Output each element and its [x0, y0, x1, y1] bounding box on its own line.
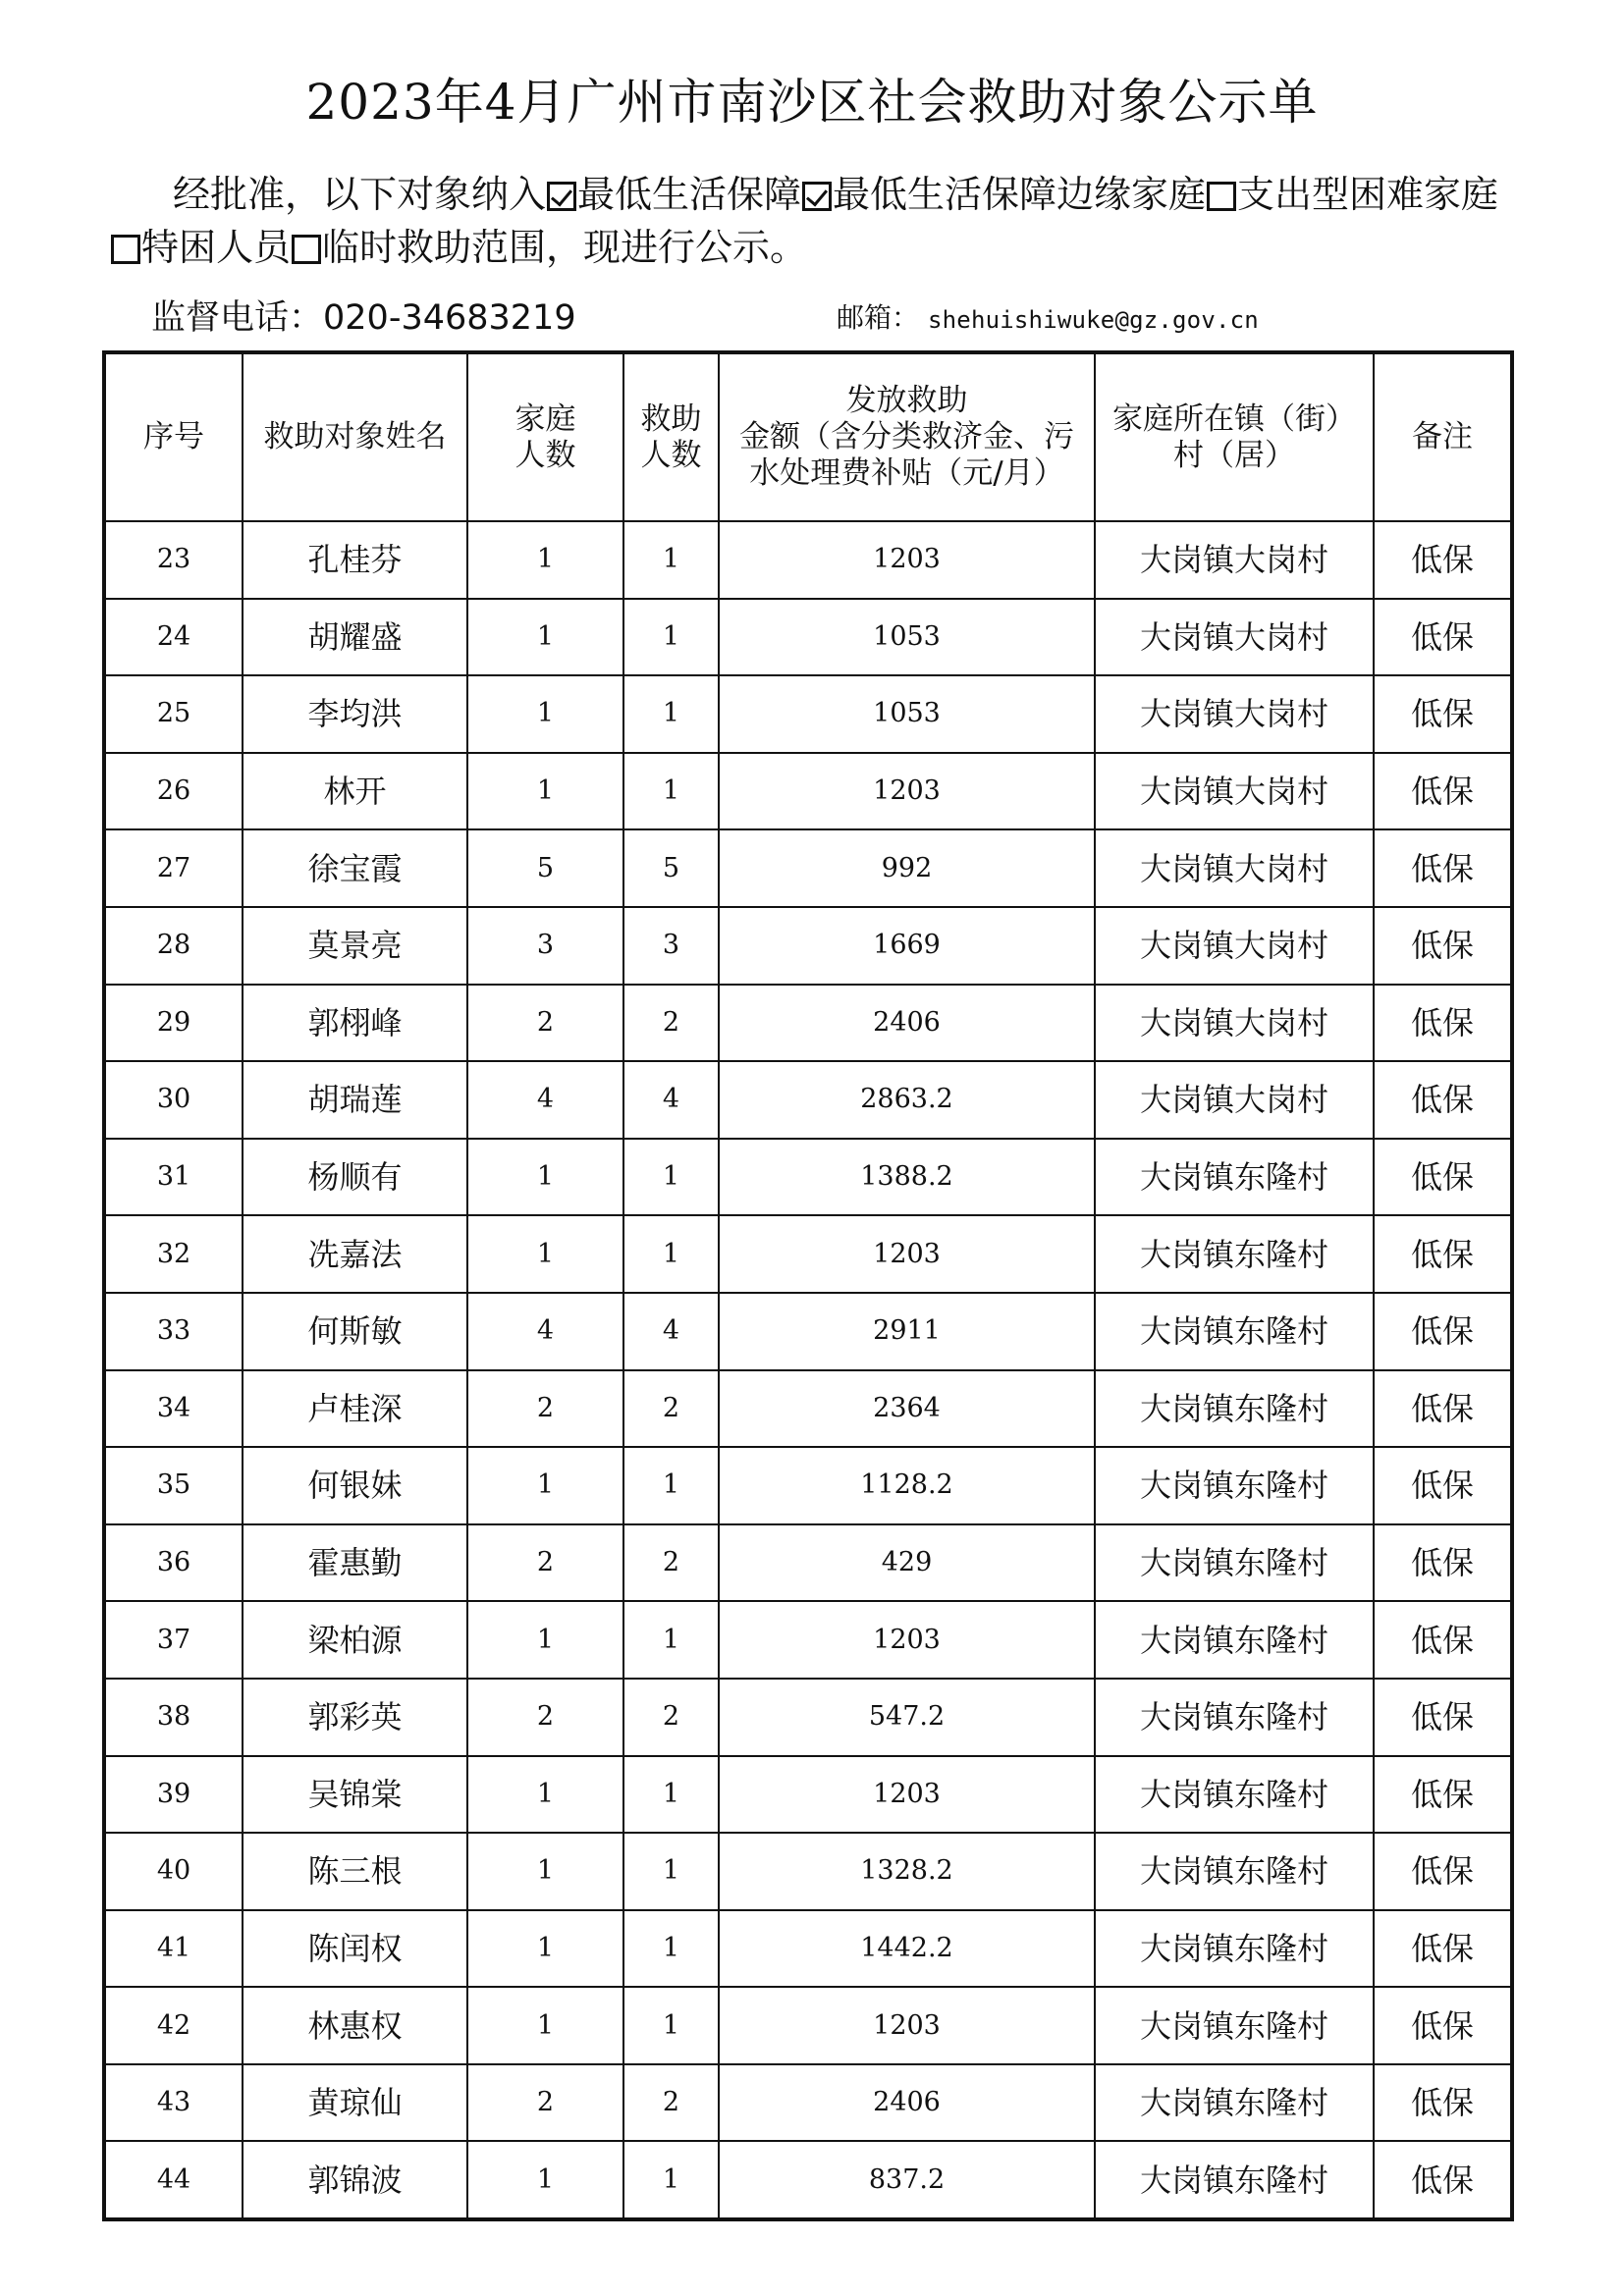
cell-remark: 低保 — [1374, 2141, 1511, 2218]
cell-name: 杨顺有 — [243, 1139, 467, 1216]
cell-family-size: 2 — [467, 2064, 623, 2142]
cell-town-village: 大岗镇东隆村 — [1095, 1601, 1374, 1679]
intro-suffix: 范围，现进行公示。 — [471, 226, 808, 269]
cell-amount: 2406 — [719, 985, 1095, 1062]
table-row — [105, 2064, 1511, 2142]
cell-remark: 低保 — [1374, 1833, 1511, 1910]
table-row — [105, 1293, 1511, 1370]
cell-seq: 25 — [105, 675, 243, 753]
cell-family-size: 1 — [467, 1139, 623, 1216]
cell-remark: 低保 — [1374, 1215, 1511, 1293]
table-row — [105, 1524, 1511, 1602]
cell-remark: 低保 — [1374, 829, 1511, 907]
cell-name: 霍惠勤 — [243, 1524, 467, 1602]
table-row — [105, 1370, 1511, 1448]
cell-aided-size: 1 — [623, 1756, 719, 1834]
cell-seq: 37 — [105, 1601, 243, 1679]
cell-remark: 低保 — [1374, 985, 1511, 1062]
option-expense-hardship: 支出型困难家庭 — [1237, 173, 1499, 216]
cell-amount: 1203 — [719, 1756, 1095, 1834]
table-row — [105, 829, 1511, 907]
checkbox-marginal-family-icon — [802, 182, 832, 211]
cell-aided-size: 1 — [623, 1601, 719, 1679]
cell-family-size: 5 — [467, 829, 623, 907]
cell-name: 郭彩英 — [243, 1679, 467, 1756]
cell-amount: 1203 — [719, 521, 1095, 599]
cell-amount: 2406 — [719, 2064, 1095, 2142]
cell-family-size: 4 — [467, 1293, 623, 1370]
cell-name: 徐宝霞 — [243, 829, 467, 907]
cell-seq: 44 — [105, 2141, 243, 2218]
cell-amount: 1203 — [719, 753, 1095, 830]
cell-family-size: 1 — [467, 521, 623, 599]
cell-aided-size: 1 — [623, 1139, 719, 1216]
cell-town-village: 大岗镇大岗村 — [1095, 675, 1374, 753]
cell-amount: 1442.2 — [719, 1910, 1095, 1988]
cell-name: 孔桂芬 — [243, 521, 467, 599]
table-row — [105, 2141, 1511, 2218]
cell-family-size: 1 — [467, 675, 623, 753]
table-row — [105, 599, 1511, 676]
cell-town-village: 大岗镇东隆村 — [1095, 1910, 1374, 1988]
cell-family-size: 4 — [467, 1061, 623, 1139]
table-header — [105, 353, 1511, 521]
cell-remark: 低保 — [1374, 1910, 1511, 1988]
cell-seq: 39 — [105, 1756, 243, 1834]
email-address: shehuishiwuke@gz.gov.cn — [928, 306, 1259, 334]
cell-aided-size: 2 — [623, 1524, 719, 1602]
cell-remark: 低保 — [1374, 1370, 1511, 1448]
cell-name: 李均洪 — [243, 675, 467, 753]
cell-remark: 低保 — [1374, 1447, 1511, 1524]
table-row — [105, 1910, 1511, 1988]
cell-aided-size: 4 — [623, 1061, 719, 1139]
cell-family-size: 2 — [467, 1370, 623, 1448]
cell-seq: 42 — [105, 1987, 243, 2064]
cell-remark: 低保 — [1374, 599, 1511, 676]
cell-town-village: 大岗镇东隆村 — [1095, 1833, 1374, 1910]
cell-remark: 低保 — [1374, 1756, 1511, 1834]
cell-remark: 低保 — [1374, 1061, 1511, 1139]
cell-amount: 1203 — [719, 1601, 1095, 1679]
table-row — [105, 985, 1511, 1062]
email-label: 邮箱： — [837, 301, 920, 334]
cell-amount: 1128.2 — [719, 1447, 1095, 1524]
checkbox-special-hardship-icon — [111, 235, 140, 264]
cell-town-village: 大岗镇东隆村 — [1095, 1139, 1374, 1216]
cell-family-size: 2 — [467, 1679, 623, 1756]
checkbox-min-living-security-icon — [547, 182, 576, 211]
cell-name: 林开 — [243, 753, 467, 830]
table-row — [105, 1447, 1511, 1524]
cell-aided-size: 1 — [623, 1215, 719, 1293]
cell-seq: 40 — [105, 1833, 243, 1910]
cell-amount: 1053 — [719, 675, 1095, 753]
cell-amount: 2911 — [719, 1293, 1095, 1370]
cell-aided-size: 1 — [623, 1447, 719, 1524]
cell-town-village: 大岗镇东隆村 — [1095, 1215, 1374, 1293]
header-family-size: 家庭 人数 — [467, 353, 623, 521]
cell-town-village: 大岗镇东隆村 — [1095, 2064, 1374, 2142]
table-row — [105, 1756, 1511, 1834]
table-row — [105, 907, 1511, 985]
cell-seq: 33 — [105, 1293, 243, 1370]
cell-town-village: 大岗镇东隆村 — [1095, 1679, 1374, 1756]
cell-aided-size: 2 — [623, 1370, 719, 1448]
cell-aided-size: 1 — [623, 521, 719, 599]
contact-info — [151, 294, 1329, 343]
table-row — [105, 521, 1511, 599]
cell-seq: 29 — [105, 985, 243, 1062]
cell-name: 胡瑞莲 — [243, 1061, 467, 1139]
intro-prefix: 经批准，以下对象纳入 — [173, 173, 547, 216]
cell-family-size: 1 — [467, 1215, 623, 1293]
cell-aided-size: 5 — [623, 829, 719, 907]
cell-aided-size: 1 — [623, 2141, 719, 2218]
cell-amount: 1669 — [719, 907, 1095, 985]
cell-seq: 43 — [105, 2064, 243, 2142]
cell-family-size: 1 — [467, 753, 623, 830]
phone-label: 监督电话： — [151, 298, 324, 338]
cell-aided-size: 2 — [623, 1679, 719, 1756]
intro-paragraph — [110, 168, 1514, 274]
header-aided-size: 救助 人数 — [623, 353, 719, 521]
checkbox-expense-hardship-icon — [1207, 182, 1236, 211]
header-row — [105, 353, 1511, 521]
cell-town-village: 大岗镇大岗村 — [1095, 829, 1374, 907]
cell-town-village: 大岗镇东隆村 — [1095, 1447, 1374, 1524]
cell-amount: 837.2 — [719, 2141, 1095, 2218]
phone-number: 020-34683219 — [323, 298, 576, 338]
cell-name: 陈闰权 — [243, 1910, 467, 1988]
cell-remark: 低保 — [1374, 753, 1511, 830]
cell-aided-size: 3 — [623, 907, 719, 985]
cell-seq: 27 — [105, 829, 243, 907]
cell-amount: 1203 — [719, 1215, 1095, 1293]
cell-family-size: 1 — [467, 1447, 623, 1524]
cell-amount: 547.2 — [719, 1679, 1095, 1756]
cell-amount: 2364 — [719, 1370, 1095, 1448]
cell-seq: 41 — [105, 1910, 243, 1988]
cell-remark: 低保 — [1374, 1524, 1511, 1602]
cell-amount: 1053 — [719, 599, 1095, 676]
cell-family-size: 3 — [467, 907, 623, 985]
cell-remark: 低保 — [1374, 907, 1511, 985]
cell-remark: 低保 — [1374, 1601, 1511, 1679]
cell-family-size: 1 — [467, 2141, 623, 2218]
cell-name: 梁柏源 — [243, 1601, 467, 1679]
cell-family-size: 1 — [467, 1910, 623, 1988]
cell-name: 莫景亮 — [243, 907, 467, 985]
option-min-living-security: 最低生活保障 — [577, 173, 802, 216]
cell-name: 林惠权 — [243, 1987, 467, 2064]
cell-name: 冼嘉法 — [243, 1215, 467, 1293]
cell-remark: 低保 — [1374, 675, 1511, 753]
cell-family-size: 1 — [467, 599, 623, 676]
cell-name: 郭栩峰 — [243, 985, 467, 1062]
cell-amount: 2863.2 — [719, 1061, 1095, 1139]
cell-seq: 38 — [105, 1679, 243, 1756]
cell-family-size: 1 — [467, 1987, 623, 2064]
cell-seq: 30 — [105, 1061, 243, 1139]
cell-amount: 992 — [719, 829, 1095, 907]
table-row — [105, 1833, 1511, 1910]
table-row — [105, 1987, 1511, 2064]
cell-name: 吴锦棠 — [243, 1756, 467, 1834]
cell-town-village: 大岗镇大岗村 — [1095, 599, 1374, 676]
cell-remark: 低保 — [1374, 2064, 1511, 2142]
cell-name: 何斯敏 — [243, 1293, 467, 1370]
cell-seq: 36 — [105, 1524, 243, 1602]
cell-aided-size: 4 — [623, 1293, 719, 1370]
cell-seq: 31 — [105, 1139, 243, 1216]
cell-town-village: 大岗镇东隆村 — [1095, 1370, 1374, 1448]
cell-aided-size: 1 — [623, 599, 719, 676]
cell-seq: 34 — [105, 1370, 243, 1448]
page-title: 2023年4月广州市南沙区社会救助对象公示单 — [305, 74, 1319, 131]
cell-amount: 1388.2 — [719, 1139, 1095, 1216]
cell-aided-size: 1 — [623, 675, 719, 753]
cell-name: 卢桂深 — [243, 1370, 467, 1448]
table-row — [105, 1215, 1511, 1293]
cell-aided-size: 1 — [623, 753, 719, 830]
cell-amount: 1328.2 — [719, 1833, 1095, 1910]
cell-family-size: 1 — [467, 1601, 623, 1679]
table-row — [105, 753, 1511, 830]
cell-town-village: 大岗镇东隆村 — [1095, 1756, 1374, 1834]
table-row — [105, 1601, 1511, 1679]
header-remark: 备注 — [1374, 353, 1511, 521]
cell-seq: 32 — [105, 1215, 243, 1293]
header-seq: 序号 — [105, 353, 243, 521]
cell-remark: 低保 — [1374, 1139, 1511, 1216]
cell-aided-size: 2 — [623, 985, 719, 1062]
cell-town-village: 大岗镇东隆村 — [1095, 1524, 1374, 1602]
table-row — [105, 1061, 1511, 1139]
checkbox-temporary-aid-icon — [292, 235, 321, 264]
table-row — [105, 1139, 1511, 1216]
cell-amount: 429 — [719, 1524, 1095, 1602]
aid-recipients-table — [104, 352, 1512, 2219]
header-amount: 发放救助 金额（含分类救济金、污 水处理费补贴（元/月） — [719, 353, 1095, 521]
cell-name: 郭锦波 — [243, 2141, 467, 2218]
table-body — [105, 521, 1511, 2218]
cell-town-village: 大岗镇大岗村 — [1095, 985, 1374, 1062]
cell-remark: 低保 — [1374, 1293, 1511, 1370]
cell-town-village: 大岗镇大岗村 — [1095, 521, 1374, 599]
cell-aided-size: 1 — [623, 1910, 719, 1988]
cell-town-village: 大岗镇东隆村 — [1095, 2141, 1374, 2218]
cell-remark: 低保 — [1374, 1679, 1511, 1756]
cell-seq: 28 — [105, 907, 243, 985]
cell-aided-size: 1 — [623, 1833, 719, 1910]
cell-remark: 低保 — [1374, 521, 1511, 599]
cell-town-village: 大岗镇东隆村 — [1095, 1293, 1374, 1370]
option-marginal-family: 最低生活保障边缘家庭 — [833, 173, 1207, 216]
cell-town-village: 大岗镇大岗村 — [1095, 753, 1374, 830]
cell-family-size: 1 — [467, 1756, 623, 1834]
option-special-hardship: 特困人员 — [141, 226, 292, 269]
cell-name: 胡耀盛 — [243, 599, 467, 676]
cell-family-size: 1 — [467, 1833, 623, 1910]
header-town-village: 家庭所在镇（街） 村（居） — [1095, 353, 1374, 521]
cell-name: 黄琼仙 — [243, 2064, 467, 2142]
cell-aided-size: 2 — [623, 2064, 719, 2142]
cell-name: 陈三根 — [243, 1833, 467, 1910]
cell-family-size: 2 — [467, 985, 623, 1062]
cell-seq: 35 — [105, 1447, 243, 1524]
cell-town-village: 大岗镇大岗村 — [1095, 907, 1374, 985]
cell-aided-size: 1 — [623, 1987, 719, 2064]
table-row — [105, 1679, 1511, 1756]
cell-seq: 26 — [105, 753, 243, 830]
cell-town-village: 大岗镇东隆村 — [1095, 1987, 1374, 2064]
cell-seq: 23 — [105, 521, 243, 599]
cell-name: 何银妹 — [243, 1447, 467, 1524]
cell-remark: 低保 — [1374, 1987, 1511, 2064]
cell-amount: 1203 — [719, 1987, 1095, 2064]
cell-town-village: 大岗镇大岗村 — [1095, 1061, 1374, 1139]
header-name: 救助对象姓名 — [243, 353, 467, 521]
cell-seq: 24 — [105, 599, 243, 676]
option-temporary-aid: 临时救助 — [322, 226, 472, 269]
table-row — [105, 675, 1511, 753]
cell-family-size: 2 — [467, 1524, 623, 1602]
